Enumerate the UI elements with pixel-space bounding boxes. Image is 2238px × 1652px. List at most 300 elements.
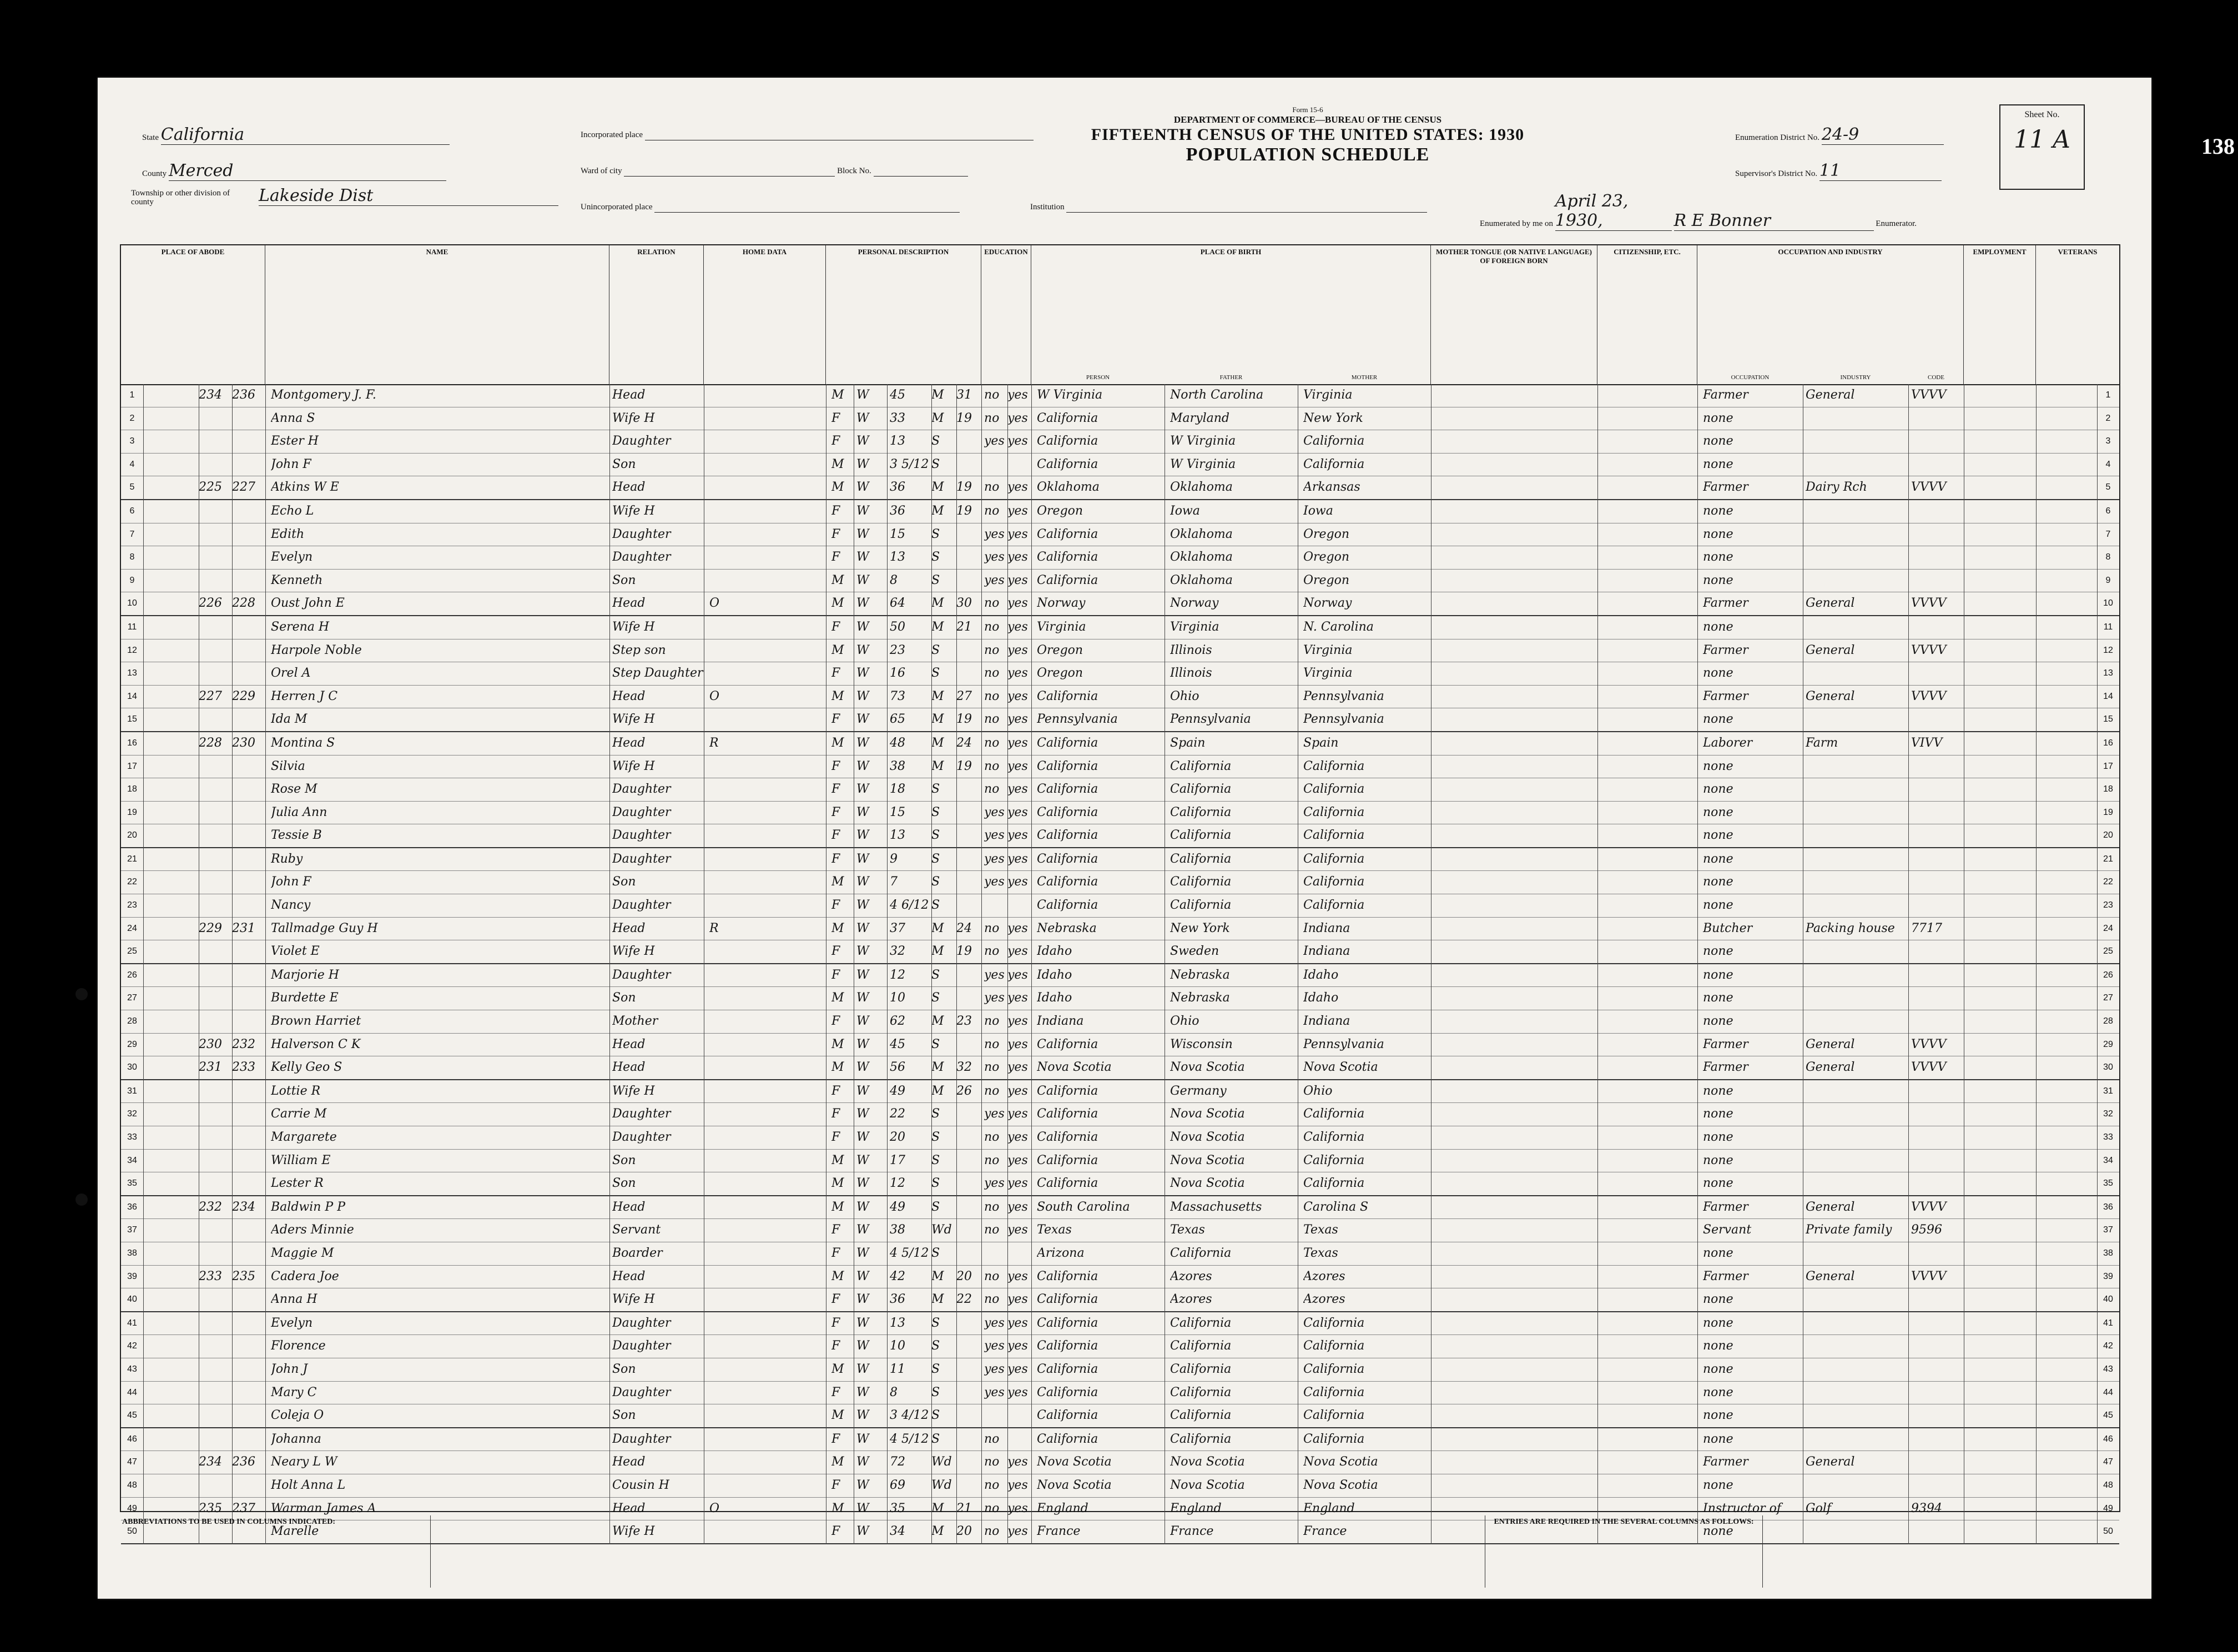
birthplace-father: New York: [1170, 921, 1230, 935]
line-number: 15: [127, 714, 137, 724]
birthplace-person: California: [1037, 852, 1098, 866]
birthplace-mother: California: [1303, 1153, 1365, 1167]
marital: S: [931, 1408, 940, 1423]
family-number: [232, 1474, 265, 1497]
race: W: [856, 1246, 869, 1260]
home-owned: [709, 708, 737, 731]
read-write: yes: [1007, 1478, 1028, 1492]
age-married: 20: [956, 1269, 972, 1283]
birthplace-person: California: [1037, 782, 1098, 797]
family-number: [232, 570, 265, 592]
race: W: [856, 1060, 869, 1075]
school: yes: [984, 1316, 1005, 1330]
family-number: [232, 871, 265, 893]
person-name: Evelyn: [271, 1316, 313, 1330]
line-number-right: 14: [2103, 691, 2113, 701]
sex: F: [831, 805, 840, 819]
line-number: 2: [129, 413, 135, 423]
person-name: Mary C: [271, 1385, 317, 1399]
table-row: [121, 1266, 2119, 1289]
occupation: none: [1703, 527, 1733, 541]
birthplace-father: North Carolina: [1170, 388, 1264, 402]
family-number: [232, 824, 265, 847]
occupation: Instructor of: [1703, 1501, 1781, 1515]
line-number: 33: [127, 1132, 137, 1142]
person-name: Margarete: [271, 1130, 337, 1144]
table-row: [121, 1219, 2119, 1242]
family-number: [232, 1312, 265, 1334]
birthplace-person: Virginia: [1037, 620, 1086, 634]
occupation: none: [1703, 944, 1733, 959]
sex: F: [831, 759, 840, 773]
industry: [1806, 964, 1908, 986]
industry: [1806, 662, 1908, 684]
relation: Son: [612, 1176, 636, 1191]
relation: Daughter: [612, 527, 671, 541]
birthplace-father: Nova Scotia: [1170, 1478, 1245, 1492]
birthplace-mother: Texas: [1303, 1246, 1338, 1260]
occupation: none: [1703, 968, 1733, 982]
sex: M: [831, 573, 844, 587]
race: W: [856, 550, 869, 565]
dwelling-number: 234: [199, 1455, 222, 1469]
family-number: 230: [232, 736, 255, 750]
industry: [1806, 1103, 1908, 1125]
person-name: John F: [271, 875, 311, 889]
read-write: yes: [1007, 1153, 1028, 1167]
occupation: Farmer: [1703, 1200, 1748, 1214]
relation: Head: [612, 1269, 646, 1283]
state-value: California: [161, 125, 450, 145]
occupation-code: VVVV: [1911, 1200, 1947, 1214]
line-number-right: 36: [2103, 1202, 2113, 1212]
age: 73: [890, 689, 905, 703]
home-owned: [709, 1428, 737, 1450]
birthplace-person: Nova Scotia: [1037, 1455, 1112, 1469]
line-number-right: 10: [2103, 598, 2113, 608]
read-write: yes: [1007, 968, 1028, 982]
family-number: [232, 523, 265, 546]
industry: Private family: [1806, 1223, 1892, 1237]
dwelling-number: 228: [199, 736, 222, 750]
sex: M: [831, 1176, 844, 1191]
read-write: yes: [1007, 1362, 1028, 1376]
sex: F: [831, 1084, 840, 1098]
home-owned: O: [709, 689, 720, 703]
relation: Son: [612, 573, 636, 587]
dwelling-number: 234: [199, 388, 222, 402]
home-owned: [709, 1080, 737, 1102]
marital: S: [931, 991, 940, 1005]
family-number: 232: [232, 1037, 255, 1051]
dwelling-number: [199, 987, 232, 1009]
person-name: Coleja O: [271, 1408, 324, 1423]
age-married: 26: [956, 1084, 972, 1098]
school: no: [984, 1037, 1000, 1051]
column-divider: [609, 384, 610, 1544]
age-married: 23: [956, 1014, 972, 1029]
family-number: 236: [232, 388, 255, 402]
birthplace-father: Nova Scotia: [1170, 1455, 1245, 1469]
school: no: [984, 503, 1000, 518]
home-owned: [709, 987, 737, 1009]
industry: [1806, 616, 1908, 638]
birthplace-father: Germany: [1170, 1084, 1227, 1098]
birthplace-person: France: [1037, 1524, 1081, 1539]
industry: [1806, 802, 1908, 824]
birthplace-father: Massachusetts: [1170, 1200, 1262, 1214]
footer: [120, 1515, 2118, 1588]
age-married: [956, 1150, 981, 1172]
sex: F: [831, 411, 840, 425]
birthplace-mother: California: [1303, 1339, 1365, 1353]
family-number: [232, 1080, 265, 1102]
line-number-right: 25: [2103, 946, 2113, 956]
read-write: yes: [1007, 759, 1028, 773]
industry: [1806, 1474, 1908, 1497]
read-write: yes: [1007, 921, 1028, 935]
age-married: [956, 1428, 981, 1450]
institution-field: Institution: [1030, 203, 1427, 213]
line-number-right: 3: [2105, 436, 2111, 446]
industry: [1806, 430, 1908, 452]
marital: S: [931, 852, 940, 866]
dwelling-number: [199, 1404, 232, 1427]
line-number: 31: [127, 1086, 137, 1096]
marital: Wd: [931, 1223, 952, 1237]
sex: F: [831, 1524, 840, 1539]
age-married: [956, 894, 981, 916]
person-name: Carrie M: [271, 1107, 327, 1121]
line-number-right: 43: [2103, 1364, 2113, 1374]
birthplace-person: Nova Scotia: [1037, 1478, 1112, 1492]
person-name: Marelle: [271, 1524, 319, 1539]
line-number-right: 24: [2103, 923, 2113, 933]
marital: S: [931, 1153, 940, 1167]
line-number: 38: [127, 1248, 137, 1258]
birthplace-mother: California: [1303, 759, 1365, 773]
age: 18: [890, 782, 905, 797]
dwelling-number: [199, 1010, 232, 1032]
line-number: 17: [127, 761, 137, 771]
industry: General: [1806, 388, 1855, 402]
race: W: [856, 1478, 869, 1492]
table-row: [121, 848, 2119, 872]
home-owned: [709, 848, 737, 870]
sex: M: [831, 643, 844, 657]
line-number-right: 44: [2103, 1387, 2113, 1397]
home-owned: [709, 802, 737, 824]
industry: General: [1806, 689, 1855, 703]
industry: Golf: [1806, 1501, 1831, 1515]
birthplace-father: Azores: [1170, 1292, 1212, 1307]
read-write: yes: [1007, 1014, 1028, 1029]
occupation-code: [1911, 454, 1964, 476]
family-number: [232, 1404, 265, 1427]
line-number: 35: [127, 1178, 137, 1188]
age: 69: [890, 1478, 905, 1492]
family-number: [232, 1219, 265, 1241]
family-number: [232, 546, 265, 568]
occupation: none: [1703, 782, 1733, 797]
column-divider: [2036, 384, 2037, 1544]
dwelling-number: [199, 1428, 232, 1450]
family-number: [232, 964, 265, 986]
race: W: [856, 480, 869, 495]
col-personal-description: PERSONAL DESCRIPTION: [826, 245, 981, 384]
sex: M: [831, 1153, 844, 1167]
table-row: [121, 1080, 2119, 1104]
race: W: [856, 1362, 869, 1376]
person-name: Orel A: [271, 666, 311, 681]
person-name: Rose M: [271, 782, 317, 797]
person-name: William E: [271, 1153, 331, 1167]
race: W: [856, 852, 869, 866]
home-owned: O: [709, 596, 720, 611]
table-row: [121, 686, 2119, 709]
table-row: [121, 1288, 2119, 1312]
table-row: [121, 987, 2119, 1010]
person-name: Florence: [271, 1339, 326, 1353]
person-name: Edith: [271, 527, 305, 541]
dwelling-number: 229: [199, 921, 222, 935]
person-name: Evelyn: [271, 550, 313, 565]
age: 13: [890, 550, 905, 565]
marital: M: [931, 1014, 944, 1029]
home-owned: [709, 778, 737, 800]
birthplace-person: California: [1037, 1176, 1098, 1191]
sex: M: [831, 921, 844, 935]
birthplace-person: California: [1037, 1339, 1098, 1353]
read-write: yes: [1007, 434, 1028, 449]
read-write: yes: [1007, 1060, 1028, 1075]
school: no: [984, 1478, 1000, 1492]
age: 36: [890, 480, 905, 495]
school: yes: [984, 1107, 1005, 1121]
table-row: [121, 1103, 2119, 1126]
person-name: Lester R: [271, 1176, 324, 1191]
birthplace-person: Arizona: [1037, 1246, 1085, 1260]
school: [984, 1404, 1007, 1427]
home-owned: [709, 1056, 737, 1079]
birthplace-father: Nebraska: [1170, 968, 1230, 982]
table-row: [121, 708, 2119, 732]
line-number-right: 1: [2105, 390, 2111, 400]
age-married: [956, 1474, 981, 1497]
table-row: [121, 756, 2119, 779]
age: 20: [890, 1130, 905, 1144]
relation: Wife H: [612, 1524, 655, 1539]
relation: Daughter: [612, 550, 671, 565]
birthplace-father: Texas: [1170, 1223, 1205, 1237]
industry: [1806, 824, 1908, 847]
line-number-right: 35: [2103, 1178, 2113, 1188]
occupation-code: VVVV: [1911, 689, 1947, 703]
industry: [1806, 1010, 1908, 1032]
line-number-right: 46: [2103, 1434, 2113, 1444]
read-write: yes: [1007, 1385, 1028, 1399]
person-name: Baldwin P P: [271, 1200, 346, 1214]
dwelling-number: [199, 500, 232, 522]
age-married: 19: [956, 480, 972, 495]
family-number: [232, 987, 265, 1009]
line-number-right: 47: [2103, 1457, 2113, 1467]
read-write: yes: [1007, 1130, 1028, 1144]
occupation-code: [1911, 1358, 1964, 1381]
race: W: [856, 991, 869, 1005]
line-number: 36: [127, 1202, 137, 1212]
birthplace-person: California: [1037, 875, 1098, 889]
dwelling-number: [199, 1242, 232, 1265]
home-owned: [709, 454, 737, 476]
relation: Head: [612, 1200, 646, 1214]
birthplace-person: Idaho: [1037, 944, 1072, 959]
occupation-code: [1911, 778, 1964, 800]
school: no: [984, 1455, 1000, 1469]
marital: M: [931, 1292, 944, 1307]
industry: [1806, 546, 1908, 568]
sex: M: [831, 689, 844, 703]
industry: [1806, 1150, 1908, 1172]
occupation-code: [1911, 1080, 1964, 1102]
home-owned: [709, 384, 737, 406]
age: 32: [890, 944, 905, 959]
industry: General: [1806, 1200, 1855, 1214]
line-number-right: 49: [2103, 1503, 2113, 1513]
industry: Farm: [1806, 736, 1838, 750]
age-married: [956, 987, 981, 1009]
marital: M: [931, 921, 944, 935]
marital: S: [931, 643, 940, 657]
birthplace-mother: Virginia: [1303, 666, 1353, 681]
read-write: yes: [1007, 1455, 1028, 1469]
read-write: yes: [1007, 573, 1028, 587]
race: W: [856, 1223, 869, 1237]
dwelling-number: [199, 871, 232, 893]
dwelling-number: 231: [199, 1060, 222, 1075]
column-divider: [143, 384, 144, 1544]
line-number: 24: [127, 923, 137, 933]
line-number-right: 31: [2103, 1086, 2113, 1096]
occupation-code: [1911, 824, 1964, 847]
race: W: [856, 1432, 869, 1446]
line-number: 3: [129, 436, 135, 446]
race: W: [856, 782, 869, 797]
person-name: John J: [271, 1362, 308, 1376]
occupation: none: [1703, 1385, 1733, 1399]
age-married: [956, 1196, 981, 1218]
birthplace-mother: Indiana: [1303, 1014, 1350, 1029]
table-row: [121, 476, 2119, 500]
table-row: [121, 1126, 2119, 1150]
occupation-code: [1911, 546, 1964, 568]
relation: Wife H: [612, 620, 655, 634]
age: 17: [890, 1153, 905, 1167]
age-married: 19: [956, 503, 972, 518]
birthplace-person: Idaho: [1037, 968, 1072, 982]
birthplace-mother: Indiana: [1303, 921, 1350, 935]
relation: Son: [612, 1362, 636, 1376]
read-write: yes: [1007, 828, 1028, 843]
home-owned: [709, 570, 737, 592]
family-number: [232, 708, 265, 731]
occupation: none: [1703, 712, 1733, 727]
occupation: none: [1703, 759, 1733, 773]
person-name: Harpole Noble: [271, 643, 362, 657]
table-row: [121, 1404, 2119, 1428]
industry: [1806, 1288, 1908, 1311]
occupation-code: VVVV: [1911, 643, 1947, 657]
birthplace-father: California: [1170, 1316, 1232, 1330]
home-owned: [709, 1172, 737, 1195]
birthplace-mother: California: [1303, 1130, 1365, 1144]
school: no: [984, 643, 1000, 657]
birthplace-father: Norway: [1170, 596, 1219, 611]
line-number-right: 29: [2103, 1039, 2113, 1049]
school: yes: [984, 852, 1005, 866]
table-row: [121, 546, 2119, 570]
birthplace-person: California: [1037, 1037, 1098, 1051]
birthplace-mother: Texas: [1303, 1223, 1338, 1237]
age: 13: [890, 828, 905, 843]
marital: M: [931, 689, 944, 703]
industry: [1806, 407, 1908, 430]
table-row: [121, 1242, 2119, 1266]
industry: General: [1806, 596, 1855, 611]
occupation-code: [1911, 1242, 1964, 1265]
birthplace-father: Nova Scotia: [1170, 1176, 1245, 1191]
school: no: [984, 411, 1000, 425]
birthplace-father: Ohio: [1170, 689, 1199, 703]
family-number: 234: [232, 1200, 255, 1214]
birthplace-person: California: [1037, 1084, 1098, 1098]
school: yes: [984, 828, 1005, 843]
sex: F: [831, 1385, 840, 1399]
school: [984, 894, 1007, 916]
age-married: 21: [956, 620, 972, 634]
occupation: Butcher: [1703, 921, 1753, 935]
dwelling-number: [199, 1080, 232, 1102]
sex: F: [831, 1223, 840, 1237]
dwelling-number: [199, 940, 232, 963]
table-row: [121, 964, 2119, 988]
line-number: 29: [127, 1039, 137, 1049]
family-number: [232, 662, 265, 684]
line-number-right: 30: [2103, 1062, 2113, 1072]
race: W: [856, 805, 869, 819]
home-owned: [709, 1404, 737, 1427]
family-number: 228: [232, 596, 255, 611]
sex: F: [831, 527, 840, 541]
home-owned: [709, 824, 737, 847]
ward-field: Ward of city Block No.: [581, 167, 968, 177]
race: W: [856, 596, 869, 611]
race: W: [856, 1084, 869, 1098]
occupation: Farmer: [1703, 1269, 1748, 1283]
age: 9: [890, 852, 898, 866]
home-owned: [709, 871, 737, 893]
age: 4 6/12: [890, 898, 929, 913]
person-name: Atkins W E: [271, 480, 339, 495]
race: W: [856, 1269, 869, 1283]
table-row: [121, 662, 2119, 686]
birthplace-father: California: [1170, 1339, 1232, 1353]
occupation: none: [1703, 620, 1733, 634]
sex: F: [831, 550, 840, 565]
family-number: 237: [232, 1501, 255, 1515]
birthplace-mother: California: [1303, 1176, 1365, 1191]
read-write: yes: [1007, 712, 1028, 727]
